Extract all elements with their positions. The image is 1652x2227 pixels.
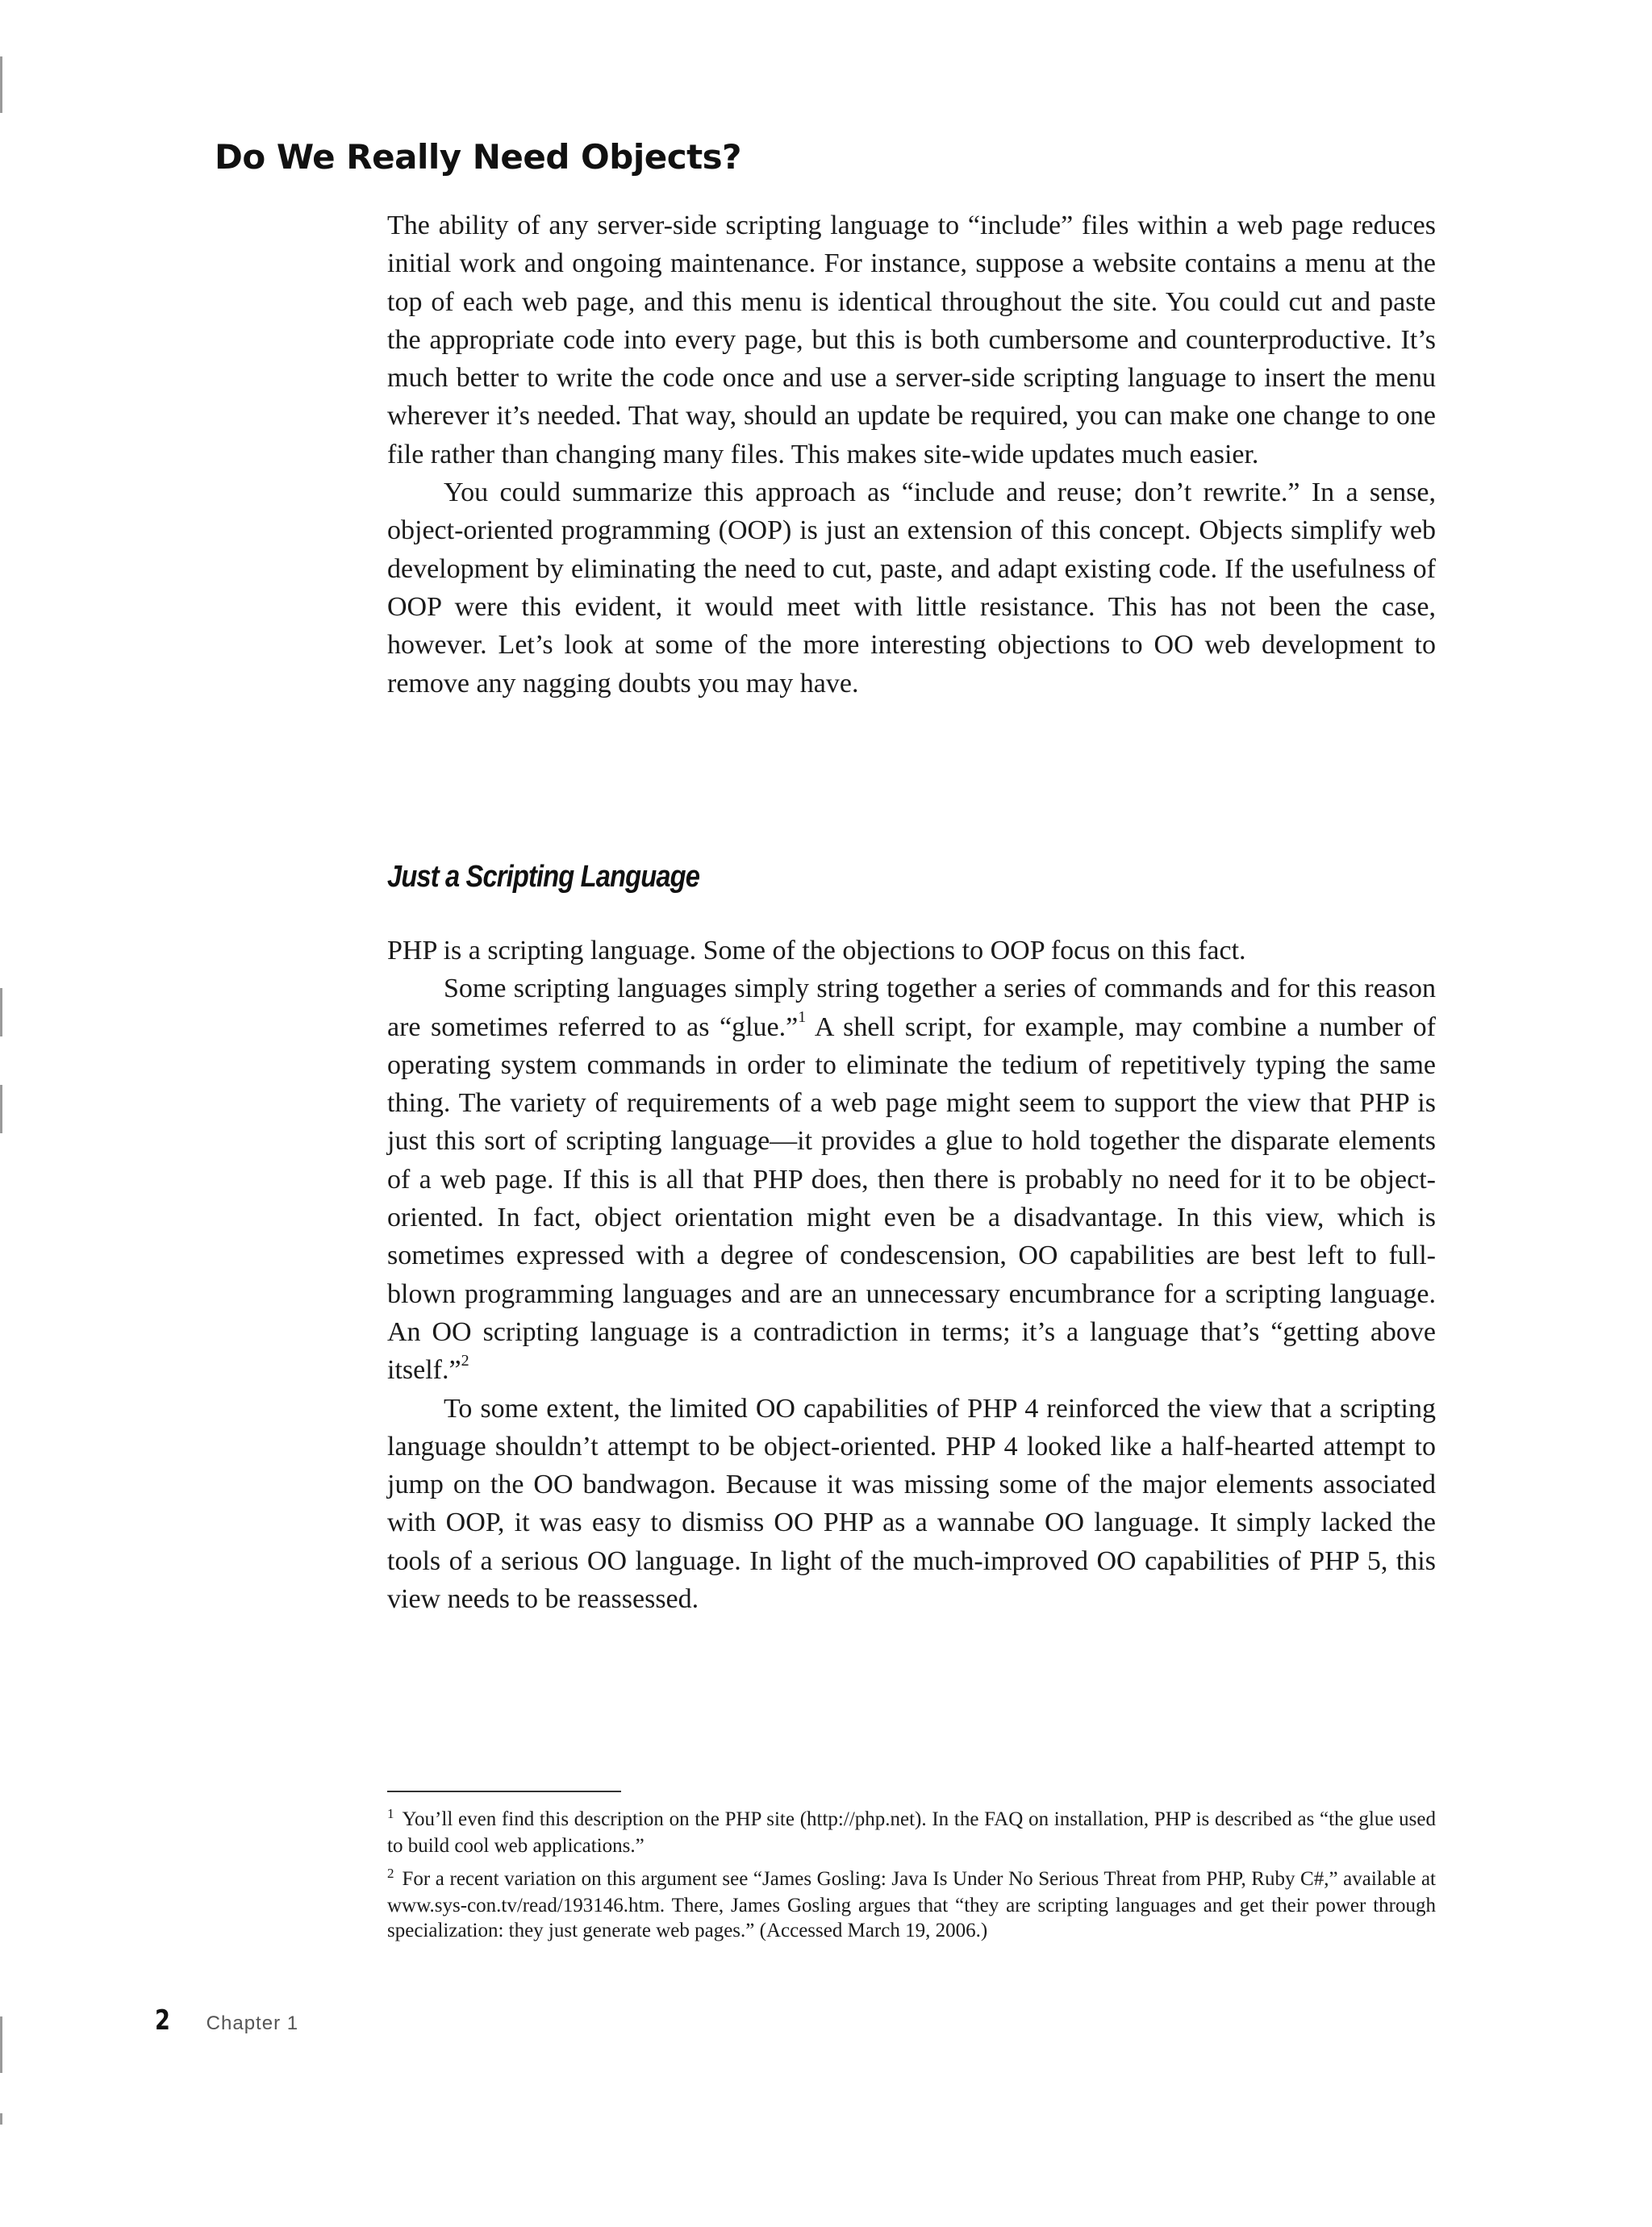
scan-edge-mark: [0, 1085, 2, 1133]
page-footer: [155, 2004, 298, 2037]
chapter-label: Chapter 1: [206, 2012, 299, 2034]
section-paragraph-1: PHP is a scripting language. Some of the objections to OOP focus on this fact.: [387, 936, 1246, 965]
intro-body: [387, 206, 1436, 703]
subheading: Just a Scripting Language: [387, 860, 700, 894]
footnote-1: [387, 1807, 1436, 1858]
scan-edge-mark: [0, 2016, 2, 2073]
footnote-ref-1[interactable]: 1: [798, 1008, 807, 1027]
intro-paragraph-1: The ability of any server-side scripting language to “include” files within a web page reduces initial work and ongoing maintenance. For instance, suppose a website contains a menu at the top of each web page, and this menu is identical throughout the site. You could cut and paste the appropriate code into every page, but this is both cumbersome and counterproductive. It’s much better to write the code once and use a server-side scripting language to insert the menu wherever it’s needed. That way, should an update be required, you can make one change to one file rather than changing many files. This makes site-wide updates much easier.: [387, 211, 1436, 469]
footnote-text: For a recent variation on this argument see “James Gosling: Java Is Under No Serious Threat from PHP, Ruby C#,” available at www.sys-con.tv/read/193146.htm. There, James Gosling argues that “they are scripting languages and get their power through specialization: they just generate web pages.” (Accessed March 19, 2006.): [387, 1868, 1436, 1941]
footnotes: [387, 1807, 1436, 1951]
section-paragraph-3: To some extent, the limited OO capabilities of PHP 4 reinforced the view that a scripting language shouldn’t attempt to be object-oriented. PHP 4 looked like a half-hearted attempt to jump on the OO bandwagon. Because it was missing some of the major elements associated with OOP, it was easy to dismiss OO PHP as a wannabe OO language. It simply lacked the tools of a serious OO language. In light of the much-improved OO capabilities of PHP 5, this view needs to be reassessed.: [387, 1393, 1436, 1615]
intro-paragraph-2: You could summarize this approach as “include and reuse; don’t rewrite.” In a sense, object-oriented programming (OOP) is just an extension of this concept. Objects simplify web development by eliminating the need to cut, paste, and adapt existing code. If the usefulness of OOP were this evident, it would meet with little resistance. This has not been the case, however. Let’s look at some of the more interesting objections to OO web development to remove any nagging doubts you may have.: [387, 478, 1436, 699]
footnote-2: [387, 1866, 1436, 1943]
scan-edge-mark: [0, 2113, 2, 2125]
paragraph-text: Some scripting languages simply string together a series of commands and for this reason are sometimes referred to as “glue.”: [387, 974, 1436, 1042]
section-body: [387, 932, 1436, 1618]
section-paragraph-2: [387, 970, 1436, 1389]
paragraph-text: A shell script, for example, may combine a number of operating system commands in order to eliminate the tedium of repetitively typing the same thing. The variety of requirements of a web page might seem to support the view that PHP is just this sort of scripting language—it provides a glue to hold together the disparate elements of a web page. If this is all that PHP does, then there is probably no need for it to be object-oriented. In fact, object orientation might even be a disadvantage. In this view, which is sometimes expressed with a degree of condescension, OO capabilities are best left to full-blown programming languages and are an unnecessary encumbrance for a scripting language. An OO scripting language is a contradiction in terms; it’s a language that’s “getting above itself.”: [387, 1011, 1437, 1386]
footnote-ref-2[interactable]: 2: [461, 1351, 469, 1370]
footnote-divider: [387, 1791, 621, 1792]
footnote-text: You’ll even find this description on the PHP site (http://php.net). In the FAQ on installation, PHP is described as “the glue used to build cool web applications.”: [387, 1808, 1436, 1857]
section-heading: Do We Really Need Objects?: [215, 137, 742, 177]
scan-edge-mark: [0, 56, 2, 113]
page-number: 2: [155, 2004, 170, 2037]
scan-edge-mark: [0, 988, 2, 1036]
footnote-number: 1: [387, 1806, 394, 1821]
footnote-number: 2: [387, 1866, 394, 1881]
